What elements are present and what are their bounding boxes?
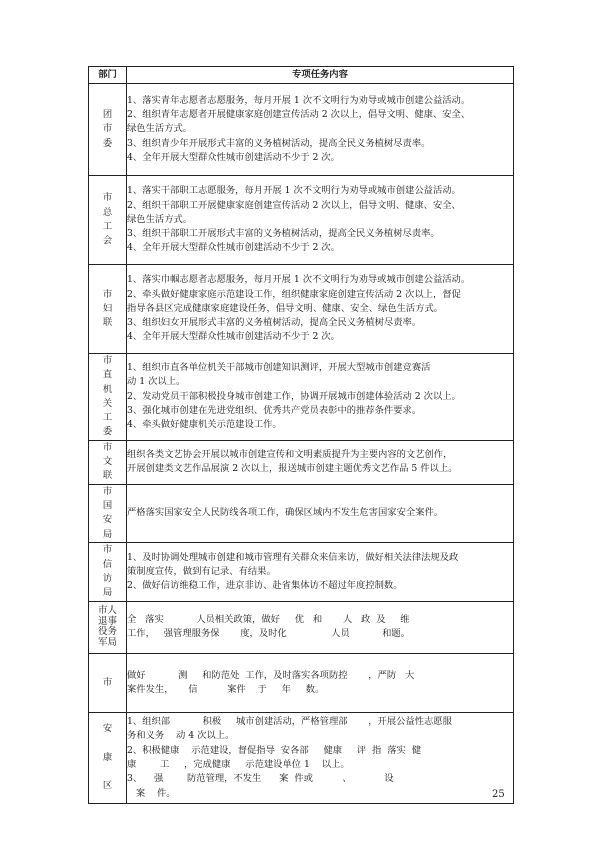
task-line: 策制度宣传，做到有记录、有结果。 (127, 565, 276, 577)
task-line: 案件发生， 信 案件 于 年 数。 (127, 683, 325, 695)
table-row (89, 542, 514, 601)
task-line: 绿色生活方式。 (127, 123, 193, 135)
task-line: 3、组织妇女开展形式丰富的义务植树活动，提高全民义务植树尽责率。 (127, 317, 422, 329)
task-line: 3、 强 防范管理，不发生 案 件或 、 设 (127, 773, 394, 785)
task-cell (127, 653, 514, 712)
department-cell: 市 文 联 (89, 440, 127, 484)
table-row (89, 176, 514, 265)
task-line: 4、全年开展大型群众性城市创建活动不少于 2 次。 (127, 151, 340, 163)
task-line: 严格落实国家安全人民防线各项工作，确保区域内不发生危害国家安全案件。 (127, 507, 444, 519)
department-header: 部门 (89, 67, 127, 84)
task-line: 指导各县区完成健康家庭建设任务，倡导文明、健康、安全、绿色生活方式。 (127, 302, 444, 314)
task-cell (127, 484, 514, 542)
table-header-row (89, 67, 514, 84)
task-line: 2、做好信访维稳工作，进京非访、赴省集体访不超过年度控制数。 (127, 580, 403, 592)
task-line: 2、积极健康 示范建设，督促指导 安各部 健康 评 指 落实 健 (127, 744, 422, 756)
task-line: 1、落实青年志愿者志愿服务，每月开展 1 次不文明行为劝导或城市创建公益活动。 (127, 94, 471, 106)
task-cell (127, 265, 514, 354)
department-cell: 市 直 机 关 工 委 (89, 354, 127, 441)
task-line: 1、组织部 积极 城市创建活动，严格管理部 ，开展公益性志愿服 (127, 716, 452, 728)
task-cell (127, 84, 514, 176)
task-line: 2、牵头做好健康家庭示范建设工作，组织健康家庭创建宣传活动 2 次以上，督促 (127, 288, 461, 300)
task-line: 1、落实巾帼志愿者志愿服务，每月开展 1 次不文明行为劝导或城市创建公益活动。 (127, 274, 471, 286)
table-row (89, 484, 514, 542)
task-line: 全 落实 人员相关政策，做好 优 和 人 政 及 维 (127, 614, 410, 626)
task-line: 4、全年开展大型群众性城市创建活动不少于 2 次。 (127, 242, 340, 254)
table-row (89, 653, 514, 712)
task-line: 开展创建类文艺作品展演 2 次以上，报送城市创建主题优秀文艺作品 5 件以上。 (127, 463, 458, 475)
tasks-header: 专项任务内容 (127, 67, 514, 84)
department-cell: 市 (89, 653, 127, 712)
task-cell (127, 354, 514, 441)
table-row (89, 265, 514, 354)
task-line: 1、落实干部职工志愿服务，每月开展 1 次不文明行为劝导或城市创建公益活动。 (127, 185, 461, 197)
task-line: 3、组织干部职工开展形式丰富的义务植树活动，提高全民义务植树尽责率。 (127, 228, 440, 240)
task-line: 康 工 ，完成健康 示范建设单位 1 以上。 (127, 758, 350, 770)
department-cell: 市 国 安 局 (89, 484, 127, 542)
task-line: 动 1 次以上。 (127, 376, 186, 388)
department-cell: 团 市 委 (89, 84, 127, 176)
department-cell: 市 信 访 局 (89, 542, 127, 601)
table-row (89, 354, 514, 441)
task-line: 2、组织干部职工开展健康家庭创建宣传活动 2 次以上，倡导文明、健康、安全、 (127, 199, 461, 211)
table-row (89, 440, 514, 484)
task-cell (127, 440, 514, 484)
task-line: 4、全年开展大型群众性城市创建活动不少于 2 次。 (127, 331, 340, 343)
task-line: 4、牵头做好健康机关示范建设工作。 (127, 419, 282, 431)
task-line: 1、及时协调处理城市创建和城市管理有关群众来信来访，做好相关法律法规及政 (127, 551, 459, 563)
task-line: 3、强化城市创建在先进党组织、优秀共产党员表彰中的推荐条件要求。 (127, 405, 422, 417)
page-number: 25 (492, 789, 505, 800)
task-cell (127, 542, 514, 601)
table-row (89, 84, 514, 176)
task-line: 案 件。 (127, 787, 176, 799)
task-line: 1、组织市直各单位机关干部城市创建知识测评，开展大型城市创建竞赛活 (127, 362, 431, 374)
task-table (88, 66, 514, 804)
department-cell: 市 妇 联 (89, 265, 127, 354)
task-cell (127, 176, 514, 265)
task-line: 组织各类文艺协会开展以城市创建宣传和文明素质提升为主要内容的文艺创作， (127, 448, 453, 460)
department-cell: 市 总 工 会 (89, 176, 127, 265)
task-line: 工作， 强管理服务保 度，及时化 人员 和题。 (127, 628, 411, 640)
task-line: 务和义务 动 4 次以上。 (127, 730, 235, 742)
task-line: 3、组织青少年开展形式丰富的义务植树活动，提高全民义务植树尽责率。 (127, 137, 431, 149)
task-cell (127, 712, 514, 803)
task-line: 绿色生活方式。 (127, 213, 193, 225)
table-row (89, 712, 514, 803)
task-cell (127, 601, 514, 653)
task-line: 做好 测 和防范处 工作，及时落实各项防控 ，严防 大 (127, 669, 415, 681)
department-cell: 市人 退事 役务 军局 (89, 601, 127, 653)
task-line: 2、发动党员干部积极投身城市创建工作，协调开展城市创建体验活动 2 次以上。 (127, 390, 461, 402)
task-line: 2、组织青年志愿者开展健康家庭创建宣传活动 2 次以上，倡导文明、健康、安全、 (127, 109, 471, 121)
table-row (89, 601, 514, 653)
department-cell: 安 康 区 (89, 712, 127, 803)
table-body (89, 84, 514, 804)
